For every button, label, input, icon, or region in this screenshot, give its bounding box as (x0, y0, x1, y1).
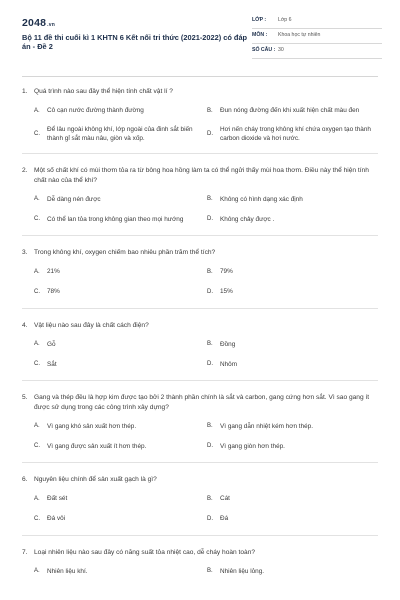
question-text: Nguyên liệu chính để sản xuất gạch là gì? (34, 476, 157, 484)
question-number: 1. (22, 88, 28, 95)
option-letter: C. (34, 130, 40, 137)
answer-option[interactable] (34, 513, 207, 525)
question-item (22, 548, 378, 578)
option-text: Không chảy được . (220, 215, 275, 223)
option-letter: D. (207, 515, 213, 522)
question-number: 7. (22, 548, 28, 556)
option-text: Nhôm (220, 360, 238, 368)
question-text: Gang và thép đều là hợp kim được tạo bởi 2 thành phần chính là sắt và carbon, gang cứng hơn sắt. Vì sao gang ít được sử dụng trong các công trình xây dựng? (34, 394, 370, 411)
option-letter: A. (34, 495, 40, 502)
question-item (22, 248, 378, 298)
question-number: 6. (22, 476, 28, 484)
question-item (22, 393, 378, 452)
answer-options (22, 420, 378, 452)
option-text: Vì gang khó sản xuất hơn thép. (47, 422, 137, 430)
question-item (22, 87, 378, 143)
answer-option[interactable] (207, 338, 387, 350)
option-letter: D. (207, 216, 213, 223)
question-text: Trong không khí, oxygen chiếm bao nhiêu phần trăm thể tích? (34, 249, 216, 257)
question-number: 4. (22, 321, 28, 329)
question-divider (22, 153, 378, 154)
question-text-row (22, 87, 378, 97)
option-letter: C. (34, 361, 40, 368)
logo-suffix: .vn (47, 22, 55, 28)
question-text-row (22, 166, 378, 185)
option-text: Đất sét (47, 495, 68, 503)
question-number: 2. (22, 167, 28, 175)
option-text: Có thể lan tỏa trong không gian theo mọi hướng (47, 215, 184, 223)
option-letter: B. (207, 423, 213, 430)
answer-option[interactable] (207, 266, 387, 278)
answer-option[interactable] (207, 358, 387, 370)
answer-options (22, 266, 378, 298)
option-letter: A. (34, 268, 40, 275)
option-text: Đun nóng đường đến khi xuất hiện chất màu đen (220, 106, 360, 114)
answer-option[interactable] (34, 565, 207, 577)
option-letter: D. (207, 130, 213, 137)
meta-table (252, 14, 382, 59)
subject-label: MÔN : (252, 32, 268, 39)
document-title: Bộ 11 đề thi cuối kì 1 KHTN 6 Kết nối tri thức (2021-2022) có đáp án - Đề 2 (22, 33, 248, 52)
answer-option[interactable] (34, 105, 207, 117)
answer-option[interactable] (34, 286, 207, 298)
meta-row-class (252, 14, 382, 29)
option-letter: B. (207, 196, 213, 203)
option-text: Cô cạn nước đường thành đường (47, 106, 144, 114)
question-divider (22, 535, 378, 536)
answer-option[interactable] (34, 358, 207, 370)
question-text-row (22, 475, 378, 485)
option-letter: B. (207, 341, 213, 348)
option-text: Vì gang được sản xuất ít hơn thép. (47, 442, 147, 450)
question-divider (22, 380, 378, 381)
option-letter: C. (34, 288, 40, 295)
answer-option[interactable] (207, 420, 387, 432)
option-letter: D. (207, 361, 213, 368)
option-text: Nhiên liệu lỏng. (220, 567, 265, 575)
answer-option[interactable] (34, 420, 207, 432)
option-letter: C. (34, 216, 40, 223)
question-divider (22, 308, 378, 309)
option-letter: A. (34, 341, 40, 348)
option-letter: A. (34, 196, 40, 203)
count-label: SỐ CÂU : (252, 47, 276, 54)
subject-value: Khoa học tự nhiên (278, 32, 321, 39)
question-list (22, 87, 378, 577)
option-text: Đá (220, 515, 229, 523)
option-letter: B. (207, 268, 213, 275)
question-number: 5. (22, 394, 28, 402)
option-letter: C. (34, 443, 40, 450)
option-letter: A. (34, 568, 40, 575)
option-letter: A. (34, 107, 40, 114)
option-text: 78% (47, 288, 60, 296)
question-text: Một số chất khí có mùi thơm tỏa ra từ bông hoa hồng làm ta có thể ngửi thấy mùi hoa thơm. Điều này thể hiện tính chất nào của thể khí? (34, 167, 369, 184)
option-text: Nhiên liệu khí. (47, 567, 88, 575)
answer-options (22, 105, 378, 144)
answer-option[interactable] (34, 440, 207, 452)
option-text: Vì gang dẫn nhiệt kém hơn thép. (220, 422, 314, 430)
answer-option[interactable] (207, 125, 387, 144)
question-text: Vật liệu nào sau đây là chất cách điện? (34, 321, 149, 329)
answer-option[interactable] (34, 125, 207, 144)
answer-option[interactable] (207, 286, 387, 298)
answer-option[interactable] (207, 213, 387, 225)
question-divider (22, 462, 378, 463)
answer-option[interactable] (207, 493, 387, 505)
question-text: Loại nhiên liệu nào sau đây có năng suất tỏa nhiệt cao, dễ cháy hoàn toàn? (34, 548, 256, 556)
question-item (22, 321, 378, 371)
answer-option[interactable] (34, 193, 207, 205)
answer-option[interactable] (207, 105, 387, 117)
class-label: LỚP : (252, 17, 267, 24)
answer-options (22, 193, 378, 225)
option-text: Để lâu ngoài không khí, lớp ngoài của đinh sắt biến thành gỉ sắt màu nâu, giòn và xốp. (47, 125, 193, 142)
answer-options (22, 338, 378, 370)
question-item (22, 475, 378, 525)
question-text-row (22, 393, 378, 412)
option-text: Đồng (220, 340, 236, 348)
question-divider (22, 235, 378, 236)
option-letter: D. (207, 443, 213, 450)
option-text: Dễ dàng nén được (47, 195, 101, 203)
question-text: Quá trình nào sau đây thể hiện tính chất vật lí ? (34, 88, 173, 95)
site-logo[interactable] (22, 16, 55, 30)
answer-option[interactable] (34, 266, 207, 278)
option-text: Vì gang giòn hơn thép. (220, 442, 285, 450)
option-text: Sắt (47, 360, 57, 368)
answer-option[interactable] (207, 440, 387, 452)
class-value: Lớp 6 (278, 17, 292, 24)
question-text-row (22, 321, 378, 331)
option-text: Hơi nến cháy trong không khí chứa oxygen tạo thành carbon dioxide và hơi nước. (220, 125, 371, 142)
option-text: Gỗ (47, 340, 56, 348)
meta-row-count (252, 44, 382, 59)
meta-row-subject (252, 29, 382, 44)
answer-option[interactable] (207, 565, 387, 577)
option-letter: A. (34, 423, 40, 430)
count-value: 30 (278, 47, 284, 54)
answer-options (22, 493, 378, 525)
question-text-row (22, 248, 378, 258)
logo-main: 2048 (22, 17, 47, 29)
answer-option[interactable] (34, 493, 207, 505)
option-letter: B. (207, 107, 213, 114)
option-text: 79% (220, 268, 233, 276)
question-text-row (22, 548, 378, 558)
option-letter: B. (207, 495, 213, 502)
question-number: 3. (22, 249, 28, 257)
question-item (22, 166, 378, 225)
option-letter: C. (34, 515, 40, 522)
answer-option[interactable] (34, 338, 207, 350)
answer-option[interactable] (34, 213, 207, 225)
answer-options (22, 565, 378, 577)
option-text: 21% (47, 268, 60, 276)
answer-option[interactable] (207, 193, 387, 205)
option-text: Không có hình dạng xác định (220, 195, 303, 203)
header-divider (22, 76, 378, 77)
option-text: 15% (220, 288, 233, 296)
option-text: Đá vôi (47, 515, 66, 523)
answer-option[interactable] (207, 513, 387, 525)
header (22, 14, 378, 72)
option-letter: B. (207, 568, 213, 575)
option-text: Cát (220, 495, 230, 503)
option-letter: D. (207, 288, 213, 295)
